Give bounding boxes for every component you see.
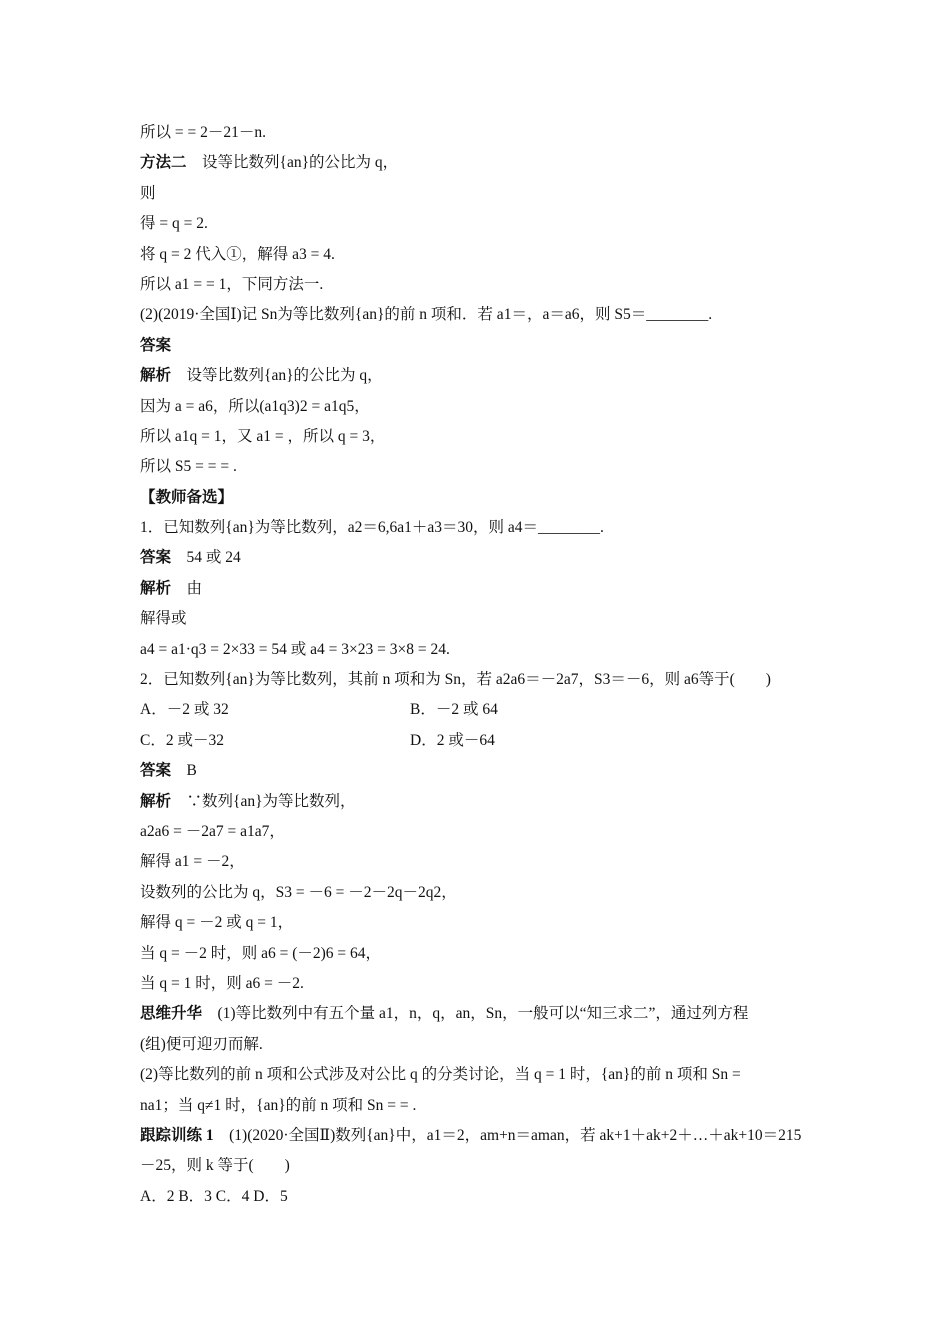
text-line: 得 = q = 2. bbox=[140, 215, 208, 233]
analysis-line: 解析 ∵数列{an}为等比数列， bbox=[140, 792, 356, 810]
teacher-selection-heading: 【教师备选】 bbox=[140, 488, 234, 506]
text-line: a4 = a1·q3 = 2×33 = 54 或 a4 = 3×23 = 3×8 = 24. bbox=[140, 640, 450, 658]
training-options: A．2 B．3 C．4 D．5 bbox=[140, 1187, 288, 1205]
answer-label: 答案 bbox=[140, 336, 172, 354]
analysis-label: 解析 bbox=[140, 367, 172, 385]
summary-line: 思维升华 (1)等比数列中有五个量 a1，n，q，an，Sn，一般可以“知三求二”，通过列方程 bbox=[140, 1005, 749, 1023]
method-label: 方法二 bbox=[140, 154, 187, 172]
document-page bbox=[140, 118, 812, 1212]
training-title: 跟踪训练 1 bbox=[140, 1126, 214, 1144]
text-line: 所以 a1q = 1，又 a1 = ，所以 q = 3， bbox=[140, 427, 386, 445]
question-line: 1．已知数列{an}为等比数列，a2＝6,6a1＋a3＝30，则 a4＝________. bbox=[140, 519, 604, 537]
text-line: 则 bbox=[140, 184, 156, 202]
summary-line: (2)等比数列的前 n 项和公式涉及对公比 q 的分类讨论，当 q = 1 时，{an}的前 n 项和 Sn = bbox=[140, 1066, 741, 1084]
answer-label: 答案 bbox=[140, 762, 172, 780]
text-line: 所以 S5 = = = . bbox=[140, 458, 237, 476]
question-line: 2．已知数列{an}为等比数列，其前 n 项和为 Sn，若 a2a6＝－2a7，S3＝－6，则 a6等于( ) bbox=[140, 671, 771, 689]
training-line: 跟踪训练 1 (1)(2020·全国Ⅱ)数列{an}中，a1＝2，am+n＝aman，若 ak+1＋ak+2＋…＋ak+10＝215 bbox=[140, 1126, 802, 1144]
analysis-line: 解析 设等比数列{an}的公比为 q， bbox=[140, 367, 383, 385]
training-line: －25，则 k 等于( ) bbox=[140, 1157, 290, 1175]
text-line: 所以 = = 2－21－n. bbox=[140, 124, 266, 141]
summary-title: 思维升华 bbox=[140, 1005, 203, 1023]
answer-line: 答案 54 或 24 bbox=[140, 549, 241, 567]
summary-line: (组)便可迎刃而解. bbox=[140, 1035, 263, 1053]
question-line: (2)(2019·全国Ⅰ)记 Sn为等比数列{an}的前 n 项和．若 a1＝，a＝a6，则 S5＝________. bbox=[140, 306, 713, 324]
text-line: 因为 a = a6，所以(a1q3)2 = a1q5， bbox=[140, 397, 370, 415]
option-row bbox=[140, 726, 812, 756]
text-line: 解得 q = －2 或 q = 1， bbox=[140, 914, 294, 932]
analysis-label: 解析 bbox=[140, 792, 172, 810]
option-c: C．2 或－32 bbox=[140, 731, 224, 749]
option-b: B．－2 或 64 bbox=[410, 701, 498, 719]
answer-label-line bbox=[140, 331, 812, 361]
option-row bbox=[140, 695, 812, 725]
answer-label: 答案 bbox=[140, 549, 172, 567]
text-line: 解得或 bbox=[140, 610, 187, 628]
option-a: A．－2 或 32 bbox=[140, 701, 229, 719]
section-heading bbox=[140, 483, 812, 513]
summary-line: na1；当 q≠1 时，{an}的前 n 项和 Sn = = . bbox=[140, 1096, 417, 1114]
text-line: 当 q = －2 时，则 a6 = (－2)6 = 64， bbox=[140, 944, 382, 962]
analysis-label: 解析 bbox=[140, 579, 172, 597]
text-line: 当 q = 1 时，则 a6 = －2. bbox=[140, 974, 304, 992]
text-line: 解得 a1 = －2， bbox=[140, 853, 245, 871]
answer-line: 答案 B bbox=[140, 762, 197, 780]
text-line: a2a6 = －2a7 = a1a7， bbox=[140, 822, 285, 840]
text-line: 所以 a1 = = 1，下同方法一. bbox=[140, 275, 324, 293]
option-d: D．2 或－64 bbox=[410, 731, 495, 749]
analysis-line: 解析 由 bbox=[140, 579, 203, 597]
text-line: 方法二 设等比数列{an}的公比为 q， bbox=[140, 154, 399, 172]
text-line: 将 q = 2 代入①，解得 a3 = 4. bbox=[140, 245, 335, 263]
text-line: 设数列的公比为 q，S3 = －6 = －2－2q－2q2， bbox=[140, 883, 457, 901]
